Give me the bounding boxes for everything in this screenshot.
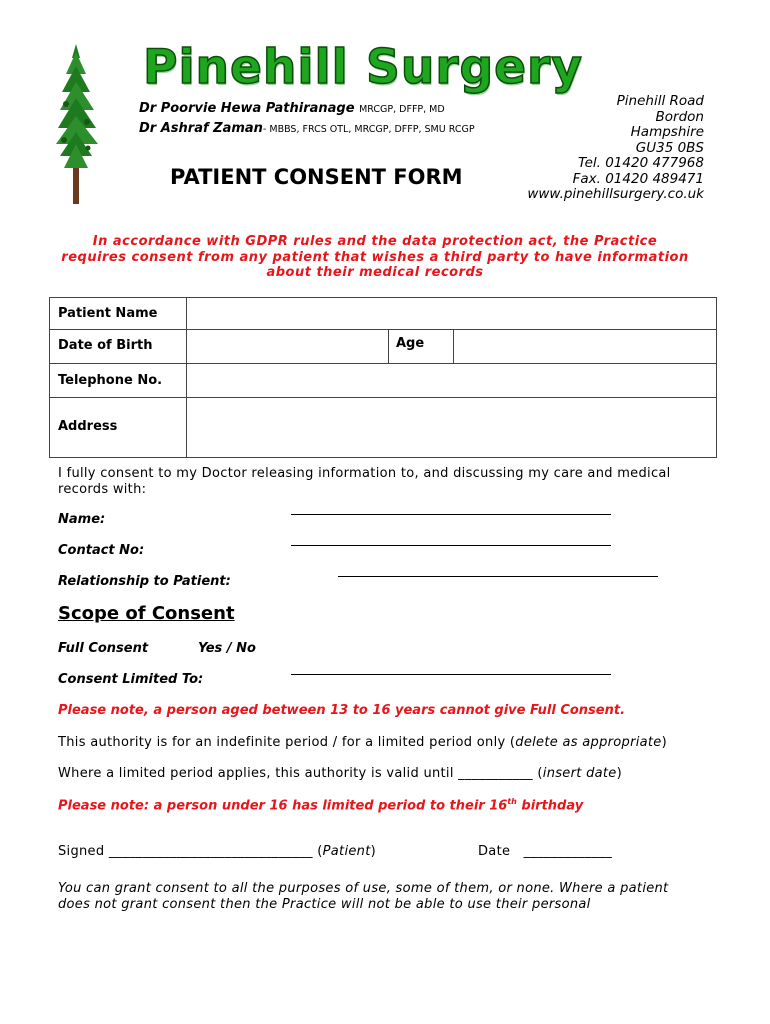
age-13-16-notice: Please note, a person aged between 13 to 16 years cannot give Full Consent. [58, 703, 626, 718]
third-party-name-line[interactable] [291, 513, 611, 515]
contact-number-label: Contact No: [58, 543, 145, 558]
doctor-line-1 [139, 101, 445, 116]
third-party-name-label: Name: [58, 512, 106, 527]
yes-no-option[interactable]: Yes / No [198, 641, 256, 656]
telephone-field[interactable] [187, 363, 716, 397]
limited-period-label: Where a limited period applies, this authority is valid until ___________ ( [58, 766, 543, 781]
practice-logo-title: Pinehill Surgery [143, 40, 583, 95]
dob-field[interactable] [187, 329, 388, 363]
patient-name-field[interactable] [187, 298, 716, 329]
practice-address [524, 94, 704, 214]
consent-purposes-text: You can grant consent to all the purposes of use, some of them, or none. Where a patient does not grant consent then the Practice will not be able to use their personal [58, 881, 669, 912]
address-line: Hampshire [630, 124, 704, 140]
age-field[interactable] [454, 329, 716, 363]
authority-text: This authority is for an indefinite period / for a limited period only ( [58, 735, 516, 750]
gdpr-notice: In accordance with GDPR rules and the data protection act, the Practice requires consent from any patient that wishes a third party to have information about their medical records [61, 234, 689, 280]
form-title: PATIENT CONSENT FORM [170, 165, 463, 189]
limited-period-close: ) [616, 766, 622, 781]
address-line: Bordon [655, 108, 704, 125]
full-consent-label: Full Consent [58, 641, 149, 656]
address-postcode: GU35 0BS [635, 139, 704, 156]
date-line[interactable]: _____________ [523, 844, 612, 859]
table-row [50, 397, 716, 457]
patient-details-table [49, 297, 717, 458]
telephone-number: Tel. 01420 477968 [578, 155, 704, 171]
fax-number: Fax. 01420 489471 [572, 170, 704, 187]
date-label: Date [478, 844, 511, 859]
doctor-qualifications: - MBBS, FRCS OTL, MRCGP, DFFP, SMU RCGP [262, 124, 475, 135]
doctor-name: Dr Ashraf Zaman [139, 121, 263, 136]
patient-name-label: Patient Name [50, 298, 187, 329]
contact-number-line[interactable] [291, 544, 611, 546]
limited-period-text [58, 766, 622, 781]
authority-instruction: delete as appropriate [515, 735, 662, 750]
signed-label: Signed ______________________________ ( [58, 844, 323, 859]
under-16-notice [58, 797, 583, 813]
address-label: Address [50, 397, 187, 457]
consent-limited-line[interactable] [291, 673, 611, 675]
consent-limited-label: Consent Limited To: [58, 672, 204, 687]
age-label: Age [388, 329, 454, 363]
date-field[interactable] [478, 844, 612, 859]
address-line: Pinehill Road [616, 94, 704, 109]
limited-period-instruction: insert date [542, 766, 617, 781]
doctor-qualifications: MRCGP, DFFP, MD [359, 104, 445, 115]
signature-line[interactable] [58, 844, 376, 859]
consent-intro: I fully consent to my Doctor releasing information to, and discussing my care and medical records with: [58, 466, 671, 497]
pine-tree-logo-icon [54, 44, 98, 204]
signed-close: ) [370, 844, 376, 859]
relationship-line[interactable] [338, 575, 658, 577]
doctor-line-2 [139, 121, 475, 136]
ordinal-suffix: th [507, 797, 517, 806]
authority-period-text [58, 735, 667, 750]
under-16-text: Please note: a person under 16 has limited period to their 16 [58, 798, 508, 814]
patient-label: Patient [322, 844, 371, 859]
address-field[interactable] [187, 397, 716, 457]
under-16-end: birthday [516, 798, 584, 814]
doctor-name: Dr Poorvie Hewa Pathiranage [139, 101, 355, 116]
authority-close: ) [661, 735, 667, 750]
telephone-label: Telephone No. [50, 363, 187, 397]
table-row [50, 363, 716, 398]
table-row [50, 329, 716, 364]
scope-heading: Scope of Consent [58, 603, 235, 624]
relationship-label: Relationship to Patient: [58, 574, 231, 589]
table-row [50, 298, 716, 330]
website-link[interactable]: www.pinehillsurgery.co.uk [527, 186, 704, 202]
dob-label: Date of Birth [50, 329, 187, 363]
